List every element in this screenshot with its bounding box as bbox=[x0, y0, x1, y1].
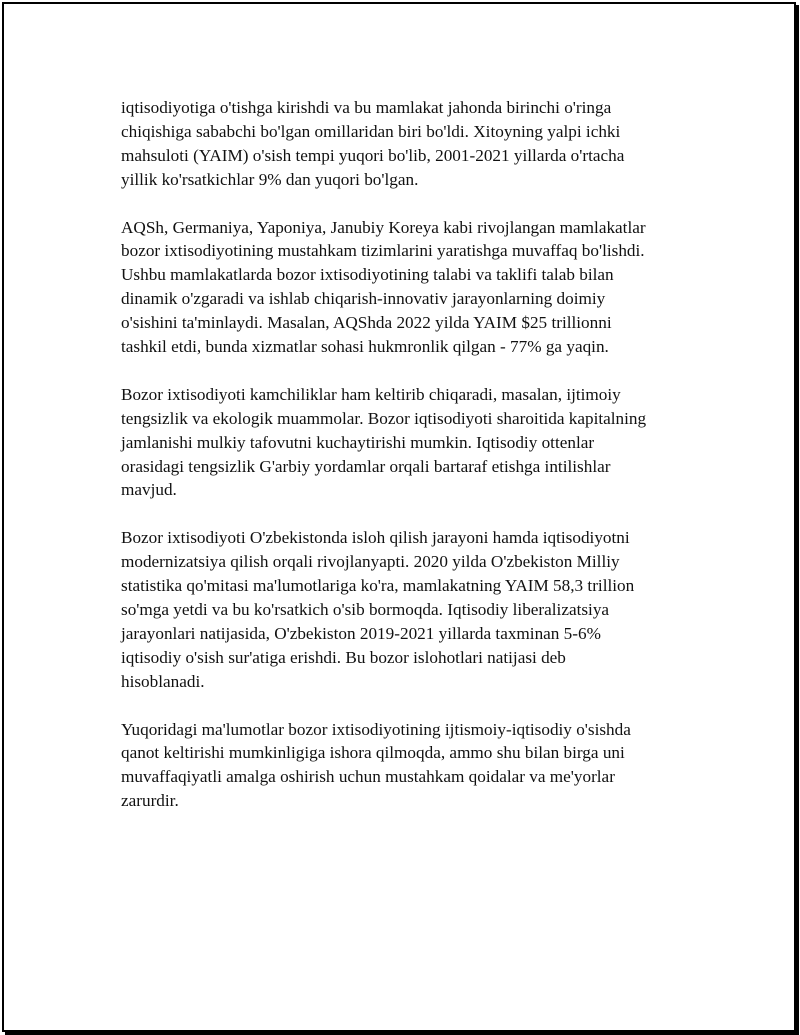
text-line: hisoblanadi. bbox=[121, 671, 205, 691]
text-line: Bozor ixtisodiyoti O'zbekistonda isloh qilish jarayoni hamda iqtisodiyotni bbox=[121, 528, 630, 548]
text-line: so'mga yetdi va bu ko'rsatkich o'sib bormoqda. Iqtisodiy liberalizatsiya bbox=[121, 599, 610, 619]
text-line: bozor ixtisodiyotining mustahkam tizimlarini yaratishga muvaffaq bo'lishdi. bbox=[121, 241, 645, 261]
text-line: dinamik o'zgaradi va ishlab chiqarish-innovativ jarayonlarning doimiy bbox=[121, 289, 606, 309]
text-line: Ushbu mamlakatlarda bozor ixtisodiyotining talabi va taklifi talab bilan bbox=[121, 265, 614, 285]
text-line: modernizatsiya qilish orqali rivojlanyapti. 2020 yilda O'zbekiston Milliy bbox=[121, 552, 620, 572]
text-line: chiqishiga sababchi bo'lgan omillaridan biri bo'ldi. Xitoyning yalpi ichki bbox=[121, 121, 621, 141]
paragraph-4 bbox=[121, 526, 701, 693]
text-line: muvaffaqiyatli amalga oshirish uchun mustahkam qoidalar va me'yorlar bbox=[121, 767, 615, 787]
paragraph-5 bbox=[121, 718, 701, 814]
text-body bbox=[121, 96, 701, 837]
text-line: Bozor ixtisodiyoti kamchiliklar ham keltirib chiqaradi, masalan, ijtimoiy bbox=[121, 384, 621, 404]
text-line: tashkil etdi, bunda xizmatlar sohasi hukmronlik qilgan - 77% ga yaqin. bbox=[121, 337, 609, 357]
text-line: mavjud. bbox=[121, 480, 177, 500]
text-line: iqtisodiyotiga o'tishga kirishdi va bu mamlakat jahonda birinchi o'ringa bbox=[121, 98, 612, 117]
text-line: tengsizlik va ekologik muammolar. Bozor iqtisodiyoti sharoitida kapitalning bbox=[121, 408, 647, 428]
text-line: AQSh, Germaniya, Yaponiya, Janubiy Koreya kabi rivojlangan mamlakatlar bbox=[121, 217, 646, 237]
text-line: jarayonlari natijasida, O'zbekiston 2019-2021 yillarda taxminan 5-6% bbox=[121, 623, 601, 643]
text-line: Yuqoridagi ma'lumotlar bozor ixtisodiyotining ijtismoiy-iqtisodiy o'sishda bbox=[121, 719, 631, 739]
text-line: yillik ko'rsatkichlar 9% dan yuqori bo'lgan. bbox=[121, 169, 419, 189]
page-frame bbox=[2, 2, 796, 1032]
paragraph-2 bbox=[121, 216, 701, 359]
text-line: mahsuloti (YAIM) o'sish tempi yuqori bo'lib, 2001-2021 yillarda o'rtacha bbox=[121, 145, 625, 165]
text-line: jamlanishi mulkiy tafovutni kuchaytirishi mumkin. Iqtisodiy ottenlar bbox=[121, 432, 595, 452]
paragraph-3 bbox=[121, 383, 701, 503]
paragraph-1 bbox=[121, 96, 701, 192]
text-line: iqtisodiy o'sish sur'atiga erishdi. Bu bozor islohotlari natijasi deb bbox=[121, 647, 566, 667]
text-line: qanot keltirishi mumkinligiga ishora qilmoqda, ammo shu bilan birga uni bbox=[121, 743, 625, 763]
text-line: statistika qo'mitasi ma'lumotlariga ko'ra, mamlakatning YAIM 58,3 trillion bbox=[121, 576, 635, 596]
text-line: orasidagi tengsizlik G'arbiy yordamlar orqali bartaraf etishga intilishlar bbox=[121, 456, 611, 476]
text-line: o'sishini ta'minlaydi. Masalan, AQShda 2022 yilda YAIM $25 trillionni bbox=[121, 313, 612, 333]
text-line: zarurdir. bbox=[121, 791, 179, 811]
